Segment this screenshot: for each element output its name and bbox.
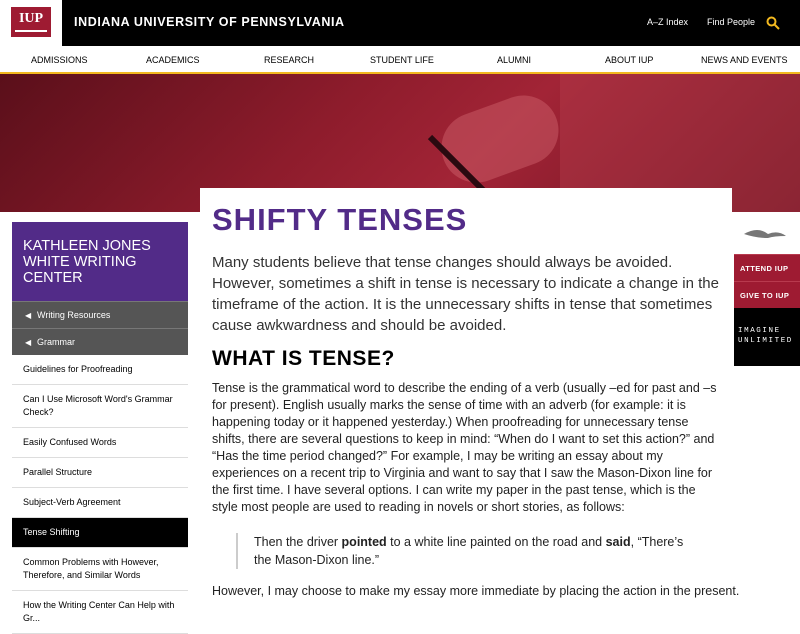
page-title: SHIFTY TENSES xyxy=(212,202,468,237)
sidebar-item-writing-center-help[interactable]: How the Writing Center Can Help with Gr... xyxy=(12,591,188,634)
sidebar-item-confused-words[interactable]: Easily Confused Words xyxy=(12,428,188,458)
quote-text: Then the driver xyxy=(254,535,342,549)
search-icon[interactable] xyxy=(766,16,780,30)
nav-research[interactable]: RESEARCH xyxy=(264,55,315,65)
body-paragraph-2: However, I may choose to make my essay more immediate by placing the action in the present. xyxy=(212,584,740,598)
sidebar-item-however-therefore[interactable]: Common Problems with However, Therefore, and Similar Words xyxy=(12,548,188,591)
sidebar-title[interactable]: KATHLEEN JONES WHITE WRITING CENTER xyxy=(12,222,188,301)
back-link-writing-resources[interactable] xyxy=(12,301,188,328)
main-nav xyxy=(0,46,800,74)
nav-academics[interactable]: ACADEMICS xyxy=(146,55,200,65)
nav-alumni[interactable]: ALUMNI xyxy=(497,55,532,65)
quote-verb: said xyxy=(605,535,631,549)
body-paragraph: Tense is the grammatical word to describe the ending of a verb (usually –ed for past and –s for present). English usually marks the sense of time with an adverb (for example: it is happening today or it happened yesterday.) When proofreading for unnecessary tense shifts, there are several questions to keep in mind: “When do I want to set this action?” and “Has the time period changed?” For example, I may be writing an essay about my experiences on a recent trip to Virginia and want to say that I saw the Mason-Dixon line for the first time. I have several options. I can write my paper in the past tense, which is the style most people are used to reading in novels or short stories, as follows: xyxy=(212,381,717,514)
sidebar-item-tense-shifting[interactable]: Tense Shifting xyxy=(12,518,188,548)
quote-text: to a white line painted on the road and xyxy=(386,535,606,549)
a-z-index-link[interactable]: A–Z Index xyxy=(647,17,689,27)
sidebar-item-grammar-check[interactable]: Can I Use Microsoft Word's Grammar Check? xyxy=(12,385,188,428)
sidebar-item-subject-verb[interactable]: Subject-Verb Agreement xyxy=(12,488,188,518)
imagine-unlimited-banner[interactable]: IMAGINE UNLIMITED xyxy=(734,308,800,366)
back-link-grammar[interactable] xyxy=(12,328,188,355)
main-content xyxy=(200,188,740,600)
logo-mark xyxy=(11,7,51,37)
nav-news-and-events[interactable]: NEWS AND EVENTS xyxy=(701,55,788,65)
sidebar-item-guidelines[interactable]: Guidelines for Proofreading xyxy=(12,355,188,385)
nav-about-iup[interactable]: ABOUT IUP xyxy=(605,55,654,65)
top-bar xyxy=(0,0,800,46)
right-column xyxy=(734,212,800,366)
iup-logo[interactable] xyxy=(0,0,62,46)
quote-verb: pointed xyxy=(341,535,387,549)
chevron-left-icon: ◀ xyxy=(25,311,32,320)
example-quote xyxy=(236,533,694,569)
find-people-link[interactable]: Find People xyxy=(707,17,756,27)
logo-text: IUP xyxy=(18,11,44,26)
sidebar xyxy=(12,222,188,634)
nav-student-life[interactable]: STUDENT LIFE xyxy=(370,55,434,65)
give-to-iup-button[interactable]: GIVE TO IUP xyxy=(734,281,800,308)
sidebar-item-parallel-structure[interactable]: Parallel Structure xyxy=(12,458,188,488)
intro-paragraph: Many students believe that tense changes should always be avoided. However, sometimes a shift in tense is necessary to indicate a change in the timeframe of the action. It is the unnecessary shifts in tense that sometimes cause awkwardness and should be avoided. xyxy=(212,254,719,334)
chevron-left-icon: ◀ xyxy=(25,338,32,347)
university-name[interactable]: INDIANA UNIVERSITY OF PENNSYLVANIA xyxy=(74,15,345,29)
back-link-label: Writing Resources xyxy=(37,310,111,320)
attend-iup-button[interactable]: ATTEND IUP xyxy=(734,254,800,281)
bird-icon xyxy=(734,212,800,254)
back-link-label: Grammar xyxy=(37,337,75,347)
nav-admissions[interactable]: ADMISSIONS xyxy=(31,55,88,65)
quote-text: , “There’s the Mason-Dixon line.” xyxy=(254,535,684,567)
section-heading: WHAT IS TENSE? xyxy=(212,347,395,370)
